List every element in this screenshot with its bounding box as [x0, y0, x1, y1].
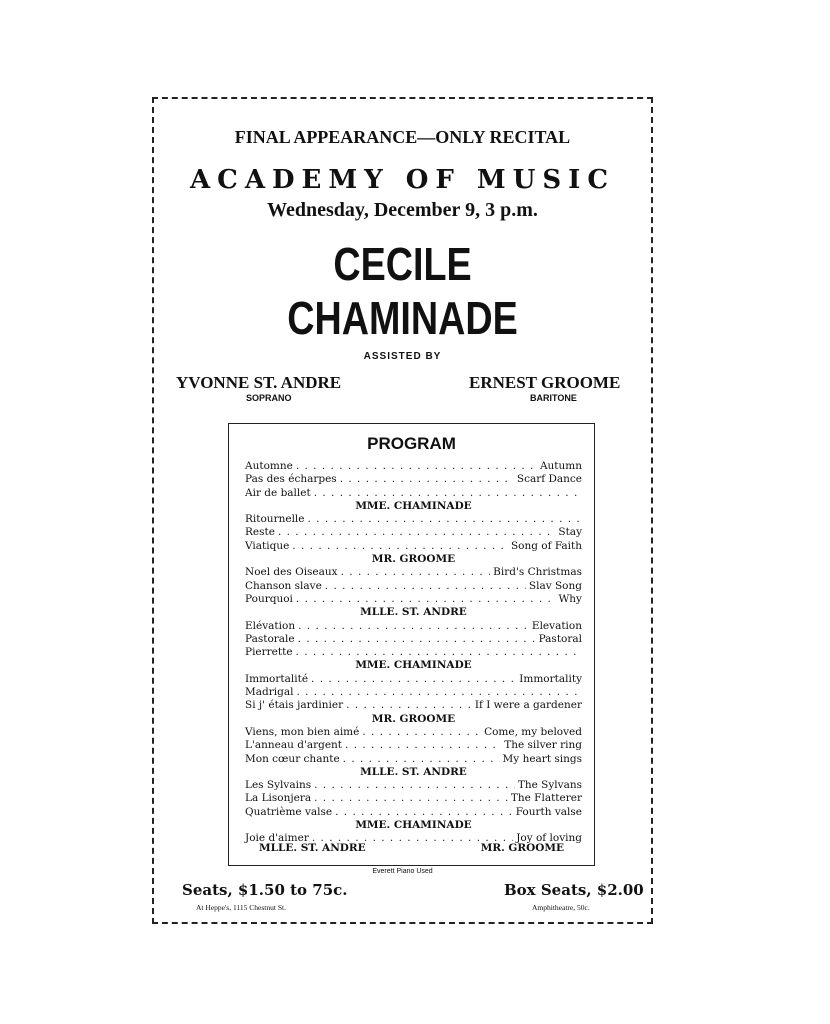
program-performer-heading: MME. CHAMINADE — [355, 499, 472, 512]
program-item-english-title: Pastoral — [538, 632, 582, 645]
program-item-english-title: Why — [558, 592, 582, 605]
program-item-leader-dots — [340, 473, 514, 485]
program-item-leader-dots — [311, 673, 516, 685]
seats-price: Seats, $1.50 to 75c. — [182, 881, 348, 899]
program-item-english-title: Elevation — [531, 619, 582, 632]
program-item — [245, 673, 582, 686]
event-date: Wednesday, December 9, 3 p.m. — [267, 199, 538, 221]
program-item-english-title: Fourth valse — [515, 805, 582, 818]
program-item-leader-dots — [296, 460, 537, 472]
program-item-english-title: My heart sings — [502, 752, 582, 765]
program-item-leader-dots — [325, 580, 526, 592]
program-item-english-title: The Sylvans — [517, 779, 582, 792]
program-item-french-title: Noel des Oiseaux — [245, 566, 338, 579]
venue-title: ACADEMY OF MUSIC — [189, 165, 616, 195]
piano-note: Everett Piano Used — [372, 868, 433, 875]
program-item-english-title: Slav Song — [528, 579, 582, 592]
program-item-french-title: L'anneau d'argent — [245, 739, 343, 752]
program-item-leader-dots — [343, 753, 500, 765]
program-item — [245, 633, 582, 646]
program-item — [245, 792, 582, 805]
program-item-english-title: Song of Faith — [510, 539, 582, 552]
artist-baritone-name: ERNEST GROOME — [469, 373, 621, 392]
program-item-leader-dots — [298, 633, 536, 645]
program-final-performers — [259, 842, 564, 854]
program-item-french-title: Automne — [245, 460, 293, 472]
program-item-french-title: Chanson slave — [245, 579, 322, 592]
assisted-by-label: ASSISTED BY — [363, 351, 442, 362]
program-item-french-title: Si j' étais jardinier — [245, 699, 344, 712]
program-item — [245, 473, 582, 486]
program-item — [245, 753, 582, 766]
program-performer-heading: MME. CHAMINADE — [355, 819, 472, 832]
program-item — [245, 739, 582, 752]
program-item-french-title: Quatrième valse — [245, 805, 333, 818]
program-item-french-title: Joie d'aimer — [245, 832, 309, 845]
final-performer-right: MR. GROOME — [480, 842, 564, 854]
program-item-english-title: Come, my beloved — [484, 725, 582, 738]
program-item-french-title: Viatique — [245, 539, 290, 552]
program-item-english-title: Bird's Christmas — [493, 566, 582, 579]
program-item-leader-dots — [298, 620, 529, 632]
artist-soprano-role: SOPRANO — [246, 393, 292, 403]
program-item — [245, 620, 582, 633]
program-item — [245, 566, 582, 579]
headline-final-appearance: FINAL APPEARANCE—ONLY RECITAL — [234, 127, 571, 147]
program-item — [245, 779, 582, 792]
program-item-english-title: Joy of loving — [516, 832, 582, 845]
performer-last-name: CHAMINADE — [287, 292, 518, 344]
program-item-english-title: The silver ring — [504, 739, 582, 752]
program-item — [245, 593, 582, 606]
program-item-english-title: Stay — [558, 526, 582, 539]
program-item-french-title: Immortalité — [245, 672, 309, 685]
program-title: PROGRAM — [367, 434, 456, 453]
program-item-french-title: Madrigal — [245, 686, 294, 699]
program-item-french-title: La Lisonjera — [245, 792, 312, 805]
box-seats-price: Box Seats, $2.00 — [504, 881, 644, 899]
program-item-french-title: Pas des écharpes — [245, 473, 337, 486]
program-item-leader-dots — [314, 792, 508, 804]
program-item — [245, 726, 582, 739]
program-item — [245, 686, 582, 699]
program-item — [245, 487, 582, 500]
poster-border — [152, 97, 653, 924]
amphitheatre-note: Amphitheatre, 50c. — [532, 903, 590, 912]
seats-location-note: At Heppe's, 1115 Chestnut St. — [196, 903, 286, 912]
program-item-english-title: Autumn — [539, 460, 582, 472]
program-item-english-title: If I were a gardener — [474, 699, 582, 712]
program-box — [228, 423, 595, 866]
program-item — [245, 699, 582, 712]
program-list — [245, 460, 582, 846]
performer-first-name: CECILE — [333, 238, 472, 290]
program-item-french-title: Reste — [245, 526, 275, 539]
program-item-leader-dots — [335, 806, 513, 818]
program-item-french-title: Elévation — [245, 619, 296, 632]
program-item-french-title: Ritournelle — [245, 513, 305, 526]
program-item — [245, 646, 582, 659]
program-item — [245, 513, 582, 526]
program-item — [245, 580, 582, 593]
program-item — [245, 540, 582, 553]
program-item-leader-dots — [278, 526, 555, 538]
program-performer-heading: MR. GROOME — [371, 712, 456, 725]
program-performer-heading: MME. CHAMINADE — [355, 659, 472, 672]
artist-soprano-name: YVONNE ST. ANDRE — [176, 373, 342, 392]
program-item — [245, 460, 582, 473]
program-item-french-title: Air de ballet — [245, 486, 311, 499]
program-item-leader-dots — [296, 646, 579, 658]
program-item-leader-dots — [341, 566, 491, 578]
program-item-leader-dots — [314, 487, 579, 499]
program-item — [245, 806, 582, 819]
program-item-english-title: The Flatterer — [510, 792, 582, 805]
program-item-english-title: Scarf Dance — [516, 473, 582, 486]
program-item-french-title: Pourquoi — [245, 592, 293, 605]
program-item-french-title: Mon cœur chante — [245, 752, 340, 765]
program-item-french-title: Les Sylvains — [245, 779, 312, 792]
program-item-french-title: Pastorale — [245, 632, 295, 645]
program-item-leader-dots — [292, 540, 508, 552]
program-item-leader-dots — [345, 739, 501, 751]
program-performer-heading: MLLE. ST. ANDRE — [360, 606, 467, 619]
program-item-leader-dots — [308, 513, 580, 525]
program-item-leader-dots — [296, 593, 556, 605]
program-item-leader-dots — [346, 699, 472, 711]
program-performer-heading: MR. GROOME — [371, 553, 456, 566]
program-item-french-title: Pierrette — [245, 646, 293, 659]
program-item-french-title: Viens, mon bien aimé — [245, 725, 360, 738]
final-performer-left: MLLE. ST. ANDRE — [259, 842, 366, 854]
program-item — [245, 526, 582, 539]
artist-baritone-role: BARITONE — [530, 393, 577, 403]
program-item-leader-dots — [314, 779, 515, 791]
program-item-leader-dots — [362, 726, 481, 738]
program-performer-heading: MLLE. ST. ANDRE — [360, 765, 467, 778]
program-item-leader-dots — [296, 686, 579, 698]
program-item-english-title: Immortality — [519, 672, 582, 685]
